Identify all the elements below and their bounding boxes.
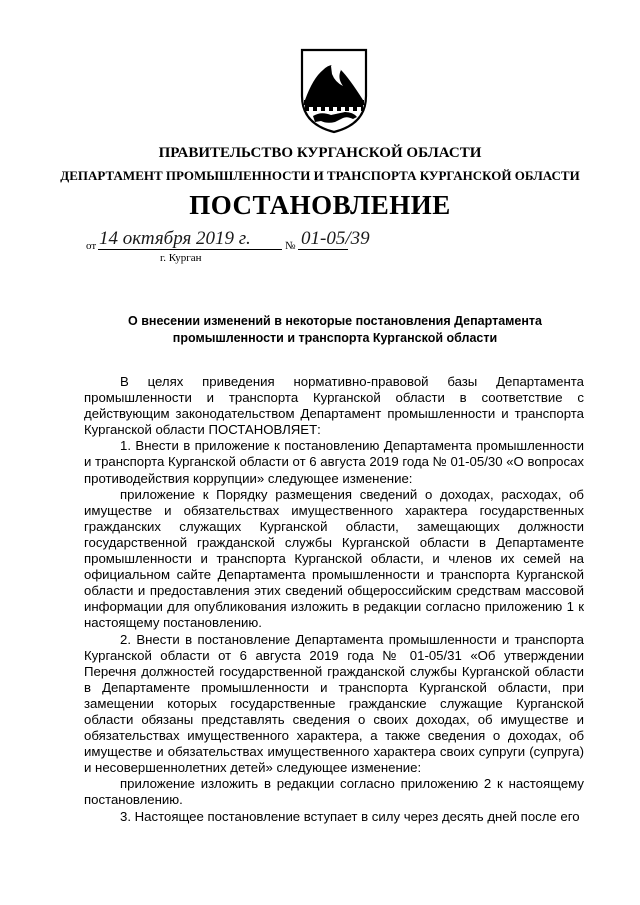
- department-heading: ДЕПАРТАМЕНТ ПРОМЫШЛЕННОСТИ И ТРАНСПОРТА КУРГАНСКОЙ ОБЛАСТИ: [60, 168, 580, 183]
- document-body: [84, 374, 584, 825]
- date-prefix-label: от: [86, 240, 97, 252]
- issue-city-label: г. Курган: [160, 252, 202, 264]
- number-prefix-label: №: [285, 240, 296, 252]
- date-underline: [98, 249, 282, 250]
- document-type-title: ПОСТАНОВЛЕНИЕ: [189, 190, 451, 220]
- government-heading: ПРАВИТЕЛЬСТВО КУРГАНСКОЙ ОБЛАСТИ: [158, 145, 482, 161]
- handwritten-document-number: 01-05/39: [301, 228, 370, 249]
- clause-2-paragraph: 2. Внести в постановление Департамента промышленности и транспорта Курганской области от 6 августа 2019 года № 01-05/31 «Об утверждении Перечня должностей государственной гражданской службы Курганской области в Департаменте промышленности и транспорта Курганской области, при замещении которых государственные гражданские служащие Курганской области обязаны представлять сведения о своих доходах, об имуществе и обязательствах имущественного характера, а также сведения о доходах, об имуществе и обязательствах имущественного характера своих супруги (супруга) и несовершеннолетних детей» следующее изменение:: [84, 631, 584, 776]
- handwritten-date: 14 октября 2019 г.: [99, 228, 251, 249]
- document-subject: О внесении изменений в некоторые постановления Департамента промышленности и транспорта Курганской области: [128, 314, 542, 345]
- number-underline: [298, 249, 348, 250]
- clause-1-change-paragraph: приложение к Порядку размещения сведений о доходах, расходах, об имуществе и обязательствах имущественного характера государственных гражданских служащих Курганской области, замещающих должности государственной гражданской службы Курганской области в Департаменте промышленности и транспорта Курганской области, и членов их семей на официальном сайте Департамента промышленности и транспорта Курганской области и предоставления этих сведений общероссийским средствам массовой информации для опубликования изложить в редакции согласно приложению 1 к настоящему постановлению.: [84, 486, 584, 631]
- preamble-paragraph: В целях приведения нормативно-правовой базы Департамента промышленности и транспорта Курганской области в соответствие с действующим законодательством Департамент промышленности и транспорта Курганской области ПОСТАНОВЛЯЕТ:: [84, 374, 584, 438]
- clause-3-paragraph: 3. Настоящее постановление вступает в силу через десять дней после его: [120, 808, 580, 824]
- clause-2-change-paragraph: приложение изложить в редакции согласно приложению 2 к настоящему постановлению.: [84, 776, 584, 808]
- clause-1-paragraph: 1. Внести в приложение к постановлению Департамента промышленности и транспорта Курганской области от 6 августа 2019 года № 01-05/30 «О вопросах противодействия коррупции» следующее изменение:: [84, 438, 584, 486]
- kurgan-coat-of-arms-emblem: [299, 48, 369, 134]
